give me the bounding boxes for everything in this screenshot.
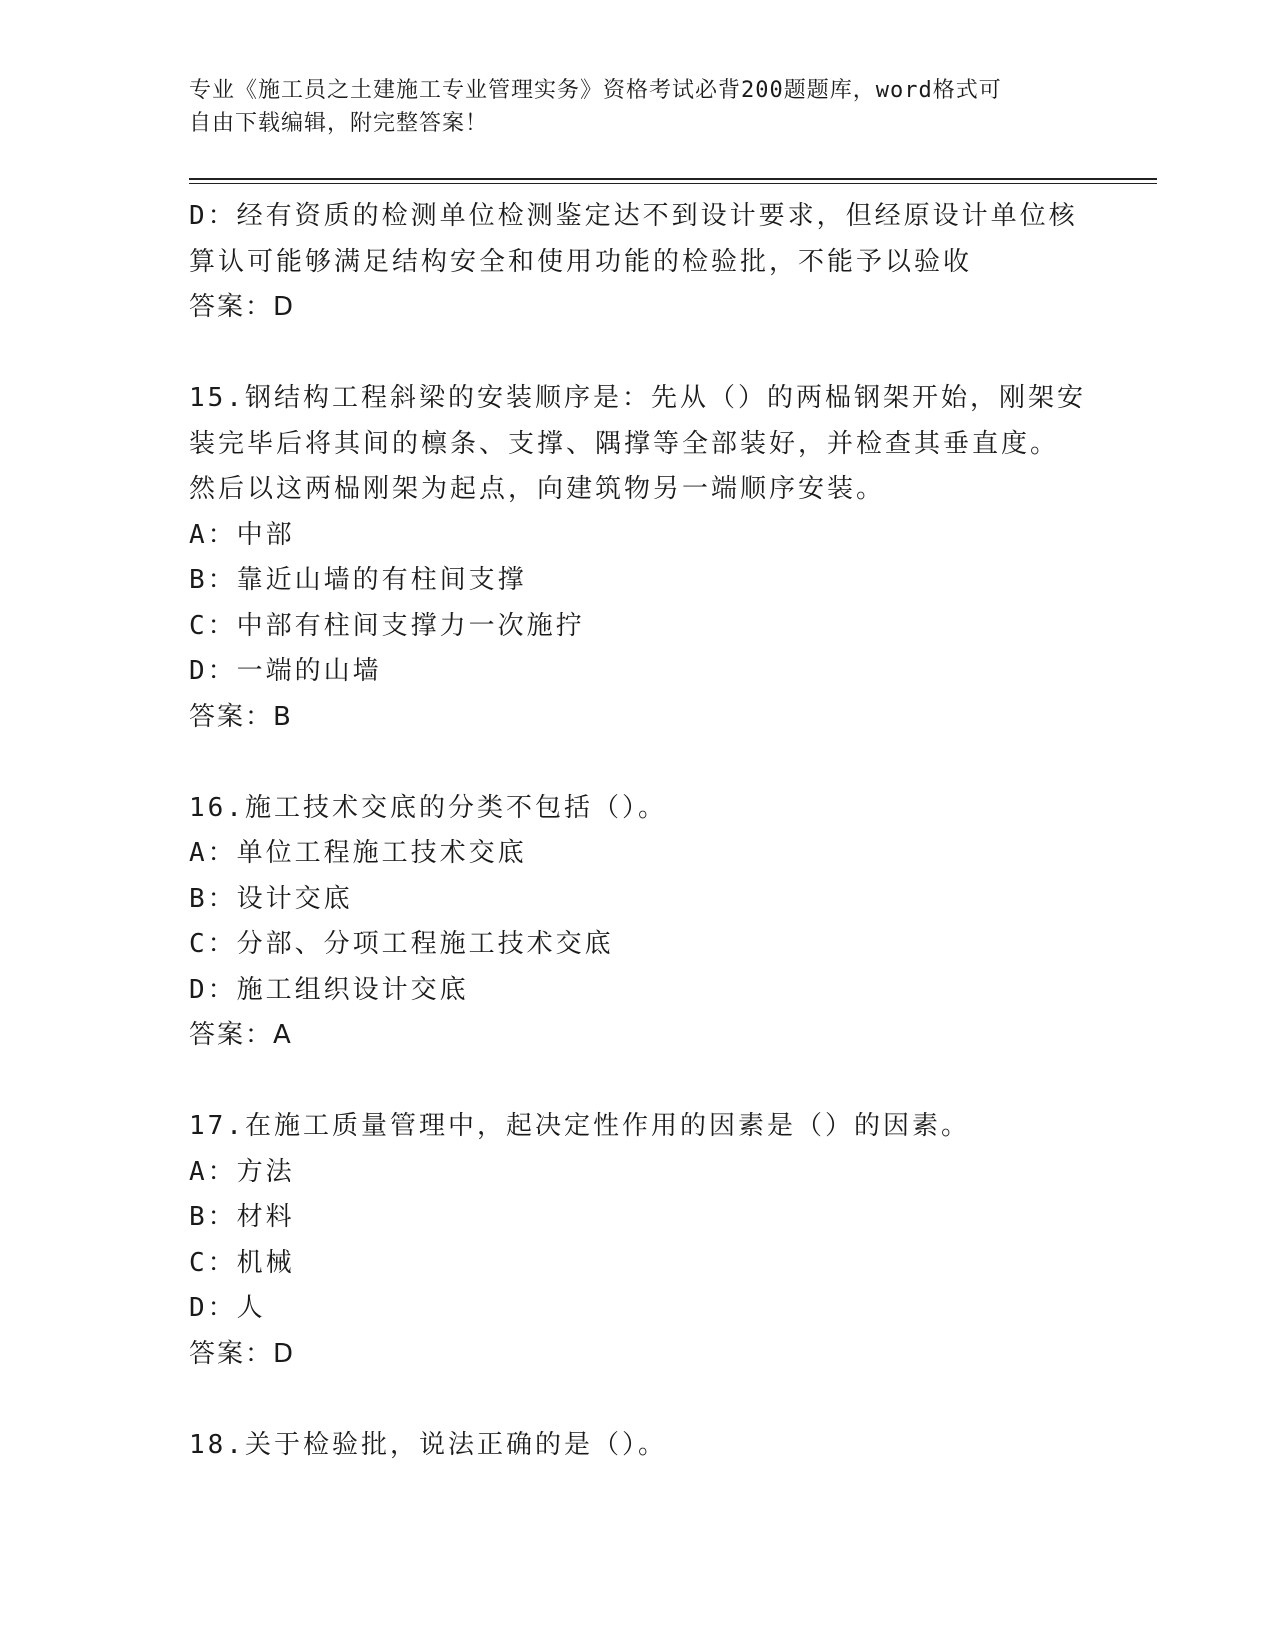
option-d-line-1: D：经有资质的检测单位检测鉴定达不到设计要求，但经原设计单位核: [189, 201, 1078, 231]
option-a: A：方法: [189, 1156, 295, 1187]
option-b: B：靠近山墙的有柱间支撑: [189, 565, 527, 595]
document-body: [189, 194, 1089, 1468]
question-stem: 18.关于检验批，说法正确的是（）。: [189, 1429, 667, 1460]
answer: 答案：D: [189, 1338, 296, 1369]
document-header: [189, 74, 1069, 140]
option-d: D：一端的山墙: [189, 656, 382, 686]
option-b: B：设计交底: [189, 883, 353, 914]
option-a: A：中部: [189, 519, 295, 550]
spacer: [189, 1377, 1089, 1423]
spacer: [189, 1059, 1089, 1105]
spacer: [189, 331, 1089, 377]
option-d-line-2: 算认可能够满足结构安全和使用功能的检验批，不能予以验收: [189, 246, 973, 277]
answer: 答案：B: [189, 701, 293, 732]
question-18: [189, 1423, 1089, 1469]
option-c: C：机械: [189, 1247, 295, 1278]
option-a: A：单位工程施工技术交底: [189, 838, 527, 868]
option-d: D：人: [189, 1293, 266, 1323]
header-line-2: 自由下载编辑，附完整答案！: [189, 111, 489, 136]
question-stem-line-2: 装完毕后将其间的檩条、支撑、隅撑等全部装好，并检查其垂直度。: [189, 428, 1060, 459]
answer: 答案：A: [189, 1020, 293, 1050]
option-b: B：材料: [189, 1202, 295, 1232]
question-15: [189, 376, 1089, 740]
option-c: C：分部、分项工程施工技术交底: [189, 929, 614, 959]
header-rule-thick: [189, 178, 1157, 180]
question-17: [189, 1104, 1089, 1377]
question-stem: 17.在施工质量管理中，起决定性作用的因素是（）的因素。: [189, 1111, 970, 1141]
question-stem: 16.施工技术交底的分类不包括（）。: [189, 792, 667, 823]
header-line-1: 专业《施工员之土建施工专业管理实务》资格考试必背200题题库，word格式可: [189, 78, 1002, 103]
answer: 答案：D: [189, 292, 296, 322]
option-c: C：中部有柱间支撑力一次施拧: [189, 610, 585, 641]
option-d: D：施工组织设计交底: [189, 974, 469, 1005]
header-rule-thin: [189, 183, 1157, 184]
question-stem-line-1: 15.钢结构工程斜梁的安装顺序是：先从（）的两榀钢架开始，刚架安: [189, 383, 1086, 413]
question-14-tail: [189, 194, 1089, 331]
question-16: [189, 786, 1089, 1059]
question-stem-line-3: 然后以这两榀刚架为起点，向建筑物另一端顺序安装。: [189, 474, 886, 504]
spacer: [189, 740, 1089, 786]
